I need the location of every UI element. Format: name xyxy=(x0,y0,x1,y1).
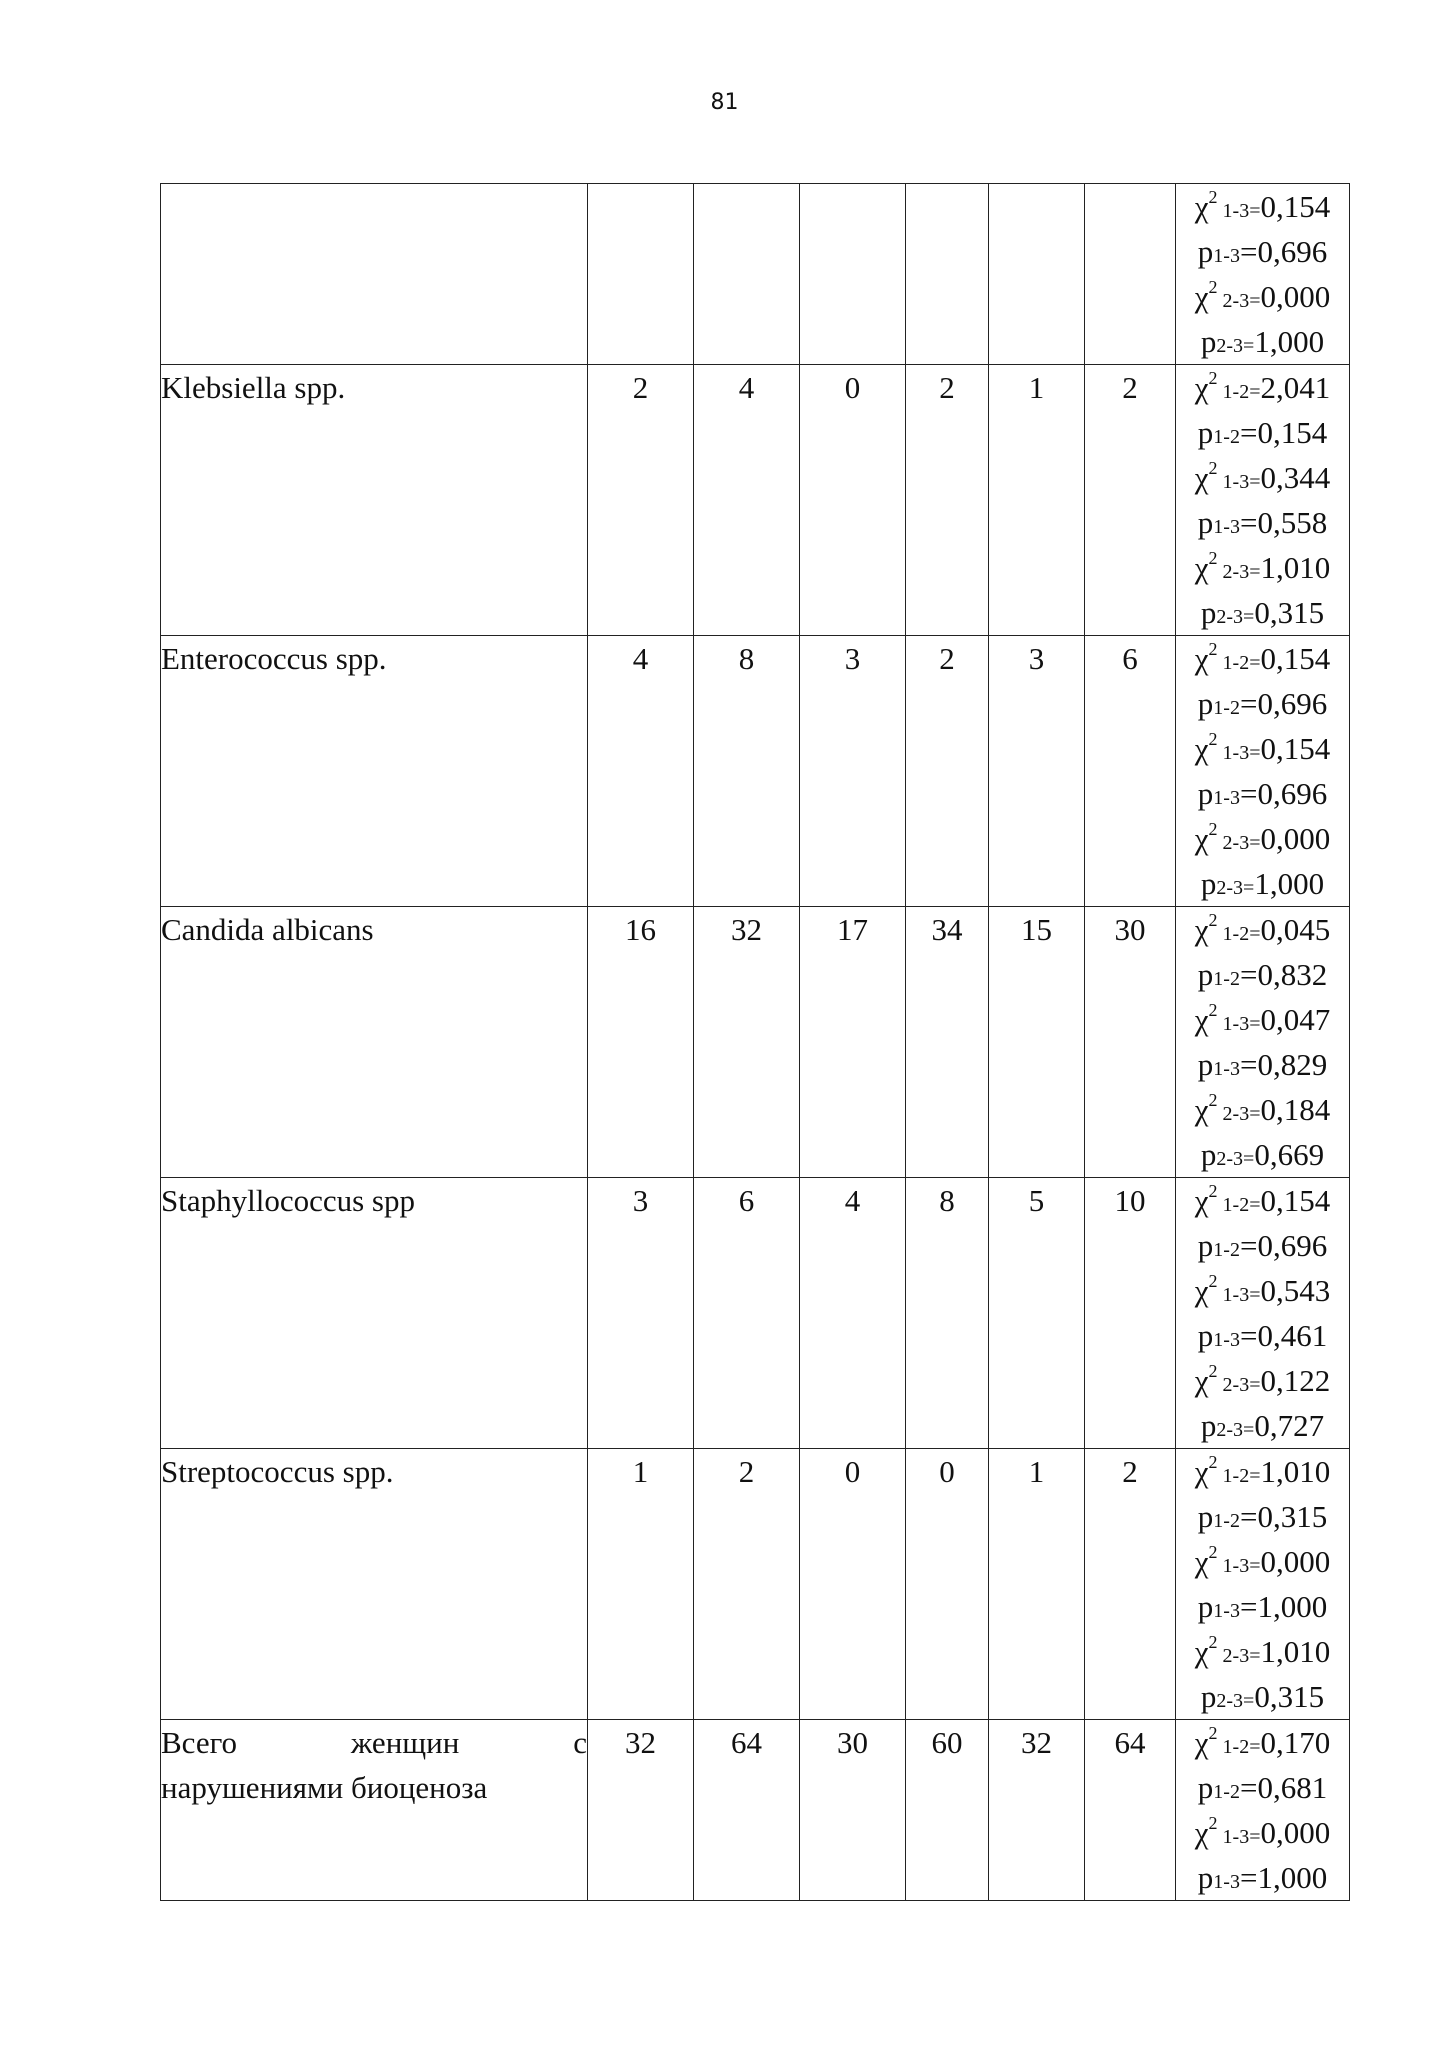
stat-value: 0,000 xyxy=(1260,1544,1331,1579)
stat-subscript: 2-3= xyxy=(1216,335,1255,357)
row-label-cell xyxy=(161,1449,588,1720)
chi-square-line xyxy=(1176,365,1349,410)
stat-subscript: 1-2= xyxy=(1217,1736,1261,1758)
stat-superscript: 2 xyxy=(1208,1632,1218,1652)
stat-superscript: 2 xyxy=(1208,277,1218,297)
p-value-line xyxy=(1176,500,1349,545)
chi-square-line xyxy=(1176,816,1349,861)
value-cell xyxy=(694,184,800,365)
stat-subscript: 2-3= xyxy=(1217,1374,1261,1396)
stat-symbol: χ xyxy=(1194,1002,1209,1037)
stat-superscript: 2 xyxy=(1208,910,1218,930)
stat-symbol: p xyxy=(1197,1047,1214,1082)
stat-symbol: p xyxy=(1197,686,1214,721)
row-label-cell xyxy=(161,365,588,636)
value-cell: 0 xyxy=(800,1449,906,1720)
row-label-cell xyxy=(161,1720,588,1901)
value-cell: 64 xyxy=(1085,1720,1176,1901)
stat-subscript: 1-3 xyxy=(1213,787,1240,809)
stat-value: 1,010 xyxy=(1260,1634,1331,1669)
value-cell: 1 xyxy=(588,1449,694,1720)
stat-superscript: 2 xyxy=(1208,368,1218,388)
stat-symbol: p xyxy=(1197,1860,1214,1895)
row-label-cell xyxy=(161,636,588,907)
stat-value: 0,344 xyxy=(1260,460,1331,495)
table-row xyxy=(161,907,1350,1178)
chi-square-line xyxy=(1176,1810,1349,1855)
stat-value: 0,000 xyxy=(1260,821,1331,856)
stat-symbol: χ xyxy=(1194,279,1209,314)
value-cell: 1 xyxy=(989,1449,1085,1720)
stat-symbol: p xyxy=(1197,776,1214,811)
page-number: 81 xyxy=(710,90,739,115)
stat-value: 1,000 xyxy=(1254,324,1325,359)
stat-subscript: 1-3 xyxy=(1213,1329,1240,1351)
p-value-line xyxy=(1176,590,1349,635)
stat-superscript: 2 xyxy=(1208,548,1218,568)
stat-symbol: χ xyxy=(1194,189,1209,224)
stat-subscript: 2-3= xyxy=(1217,561,1261,583)
row-label: Klebsiella spp. xyxy=(161,370,346,405)
stat-subscript: 1-3= xyxy=(1217,1555,1261,1577)
p-value-line xyxy=(1176,1042,1349,1087)
chi-square-line xyxy=(1176,1629,1349,1674)
value-cell: 32 xyxy=(989,1720,1085,1901)
stat-superscript: 2 xyxy=(1208,1000,1218,1020)
stat-symbol: p xyxy=(1200,1679,1217,1714)
stat-superscript: 2 xyxy=(1208,1271,1218,1291)
stat-superscript: 2 xyxy=(1208,1361,1218,1381)
p-value-line xyxy=(1176,1584,1349,1629)
stat-subscript: 1-2= xyxy=(1217,652,1261,674)
stat-symbol: χ xyxy=(1194,1183,1209,1218)
stat-value: 0,669 xyxy=(1254,1137,1325,1172)
stat-value: =0,461 xyxy=(1239,1318,1328,1353)
stat-subscript: 2-3= xyxy=(1217,832,1261,854)
stat-subscript: 2-3= xyxy=(1216,1148,1255,1170)
stat-symbol: χ xyxy=(1194,1544,1209,1579)
stat-symbol: χ xyxy=(1194,1634,1209,1669)
stat-symbol: χ xyxy=(1194,1092,1209,1127)
value-cell: 6 xyxy=(694,1178,800,1449)
value-cell: 34 xyxy=(906,907,989,1178)
stat-value: =0,696 xyxy=(1239,686,1328,721)
value-cell: 2 xyxy=(1085,1449,1176,1720)
p-value-line xyxy=(1176,1494,1349,1539)
table-row xyxy=(161,365,1350,636)
stat-subscript: 1-3= xyxy=(1217,1826,1261,1848)
value-cell: 2 xyxy=(694,1449,800,1720)
chi-square-line xyxy=(1176,636,1349,681)
row-label: Enterococcus spp. xyxy=(161,641,387,676)
value-cell: 4 xyxy=(588,636,694,907)
stat-value: =1,000 xyxy=(1239,1860,1328,1895)
stat-value: 0,154 xyxy=(1260,641,1331,676)
stat-value: 0,047 xyxy=(1260,1002,1331,1037)
stat-subscript: 1-3 xyxy=(1213,245,1240,267)
stat-symbol: χ xyxy=(1194,1454,1209,1489)
stat-superscript: 2 xyxy=(1208,1813,1218,1833)
stat-superscript: 2 xyxy=(1208,458,1218,478)
stat-subscript: 1-2 xyxy=(1213,1510,1240,1532)
value-cell: 0 xyxy=(906,1449,989,1720)
p-value-line xyxy=(1176,410,1349,455)
row-label: Streptococcus spp. xyxy=(161,1454,394,1489)
stat-symbol: p xyxy=(1197,1589,1214,1624)
table-row xyxy=(161,1449,1350,1720)
stat-superscript: 2 xyxy=(1208,1542,1218,1562)
stat-subscript: 1-3= xyxy=(1217,471,1261,493)
p-value-line xyxy=(1176,1674,1349,1719)
stat-value: 0,000 xyxy=(1260,279,1331,314)
stat-symbol: χ xyxy=(1194,1815,1209,1850)
value-cell xyxy=(989,184,1085,365)
p-value-line xyxy=(1176,861,1349,906)
stat-value: =0,315 xyxy=(1239,1499,1328,1534)
stat-value: =0,154 xyxy=(1239,415,1328,450)
stat-subscript: 1-2 xyxy=(1213,426,1240,448)
table-row xyxy=(161,1178,1350,1449)
value-cell: 2 xyxy=(906,365,989,636)
stat-superscript: 2 xyxy=(1208,1090,1218,1110)
row-label-line: Всего женщин с xyxy=(161,1725,587,1760)
stat-symbol: χ xyxy=(1194,1725,1209,1760)
stat-subscript: 2-3= xyxy=(1216,877,1255,899)
stat-symbol: p xyxy=(1197,234,1214,269)
p-value-line xyxy=(1176,771,1349,816)
stat-subscript: 2-3= xyxy=(1217,290,1261,312)
stat-superscript: 2 xyxy=(1208,1452,1218,1472)
statistics-cell xyxy=(1176,365,1350,636)
stat-subscript: 2-3= xyxy=(1216,1419,1255,1441)
stat-symbol: p xyxy=(1200,595,1217,630)
chi-square-line xyxy=(1176,997,1349,1042)
stat-symbol: p xyxy=(1197,957,1214,992)
stat-superscript: 2 xyxy=(1208,1181,1218,1201)
stat-superscript: 2 xyxy=(1208,639,1218,659)
p-value-line xyxy=(1176,1132,1349,1177)
table-row xyxy=(161,1720,1350,1901)
value-cell: 6 xyxy=(1085,636,1176,907)
chi-square-line xyxy=(1176,184,1349,229)
stat-symbol: χ xyxy=(1194,460,1209,495)
table-row xyxy=(161,184,1350,365)
stat-symbol: χ xyxy=(1194,912,1209,947)
value-cell: 3 xyxy=(989,636,1085,907)
stat-value: 0,727 xyxy=(1254,1408,1325,1443)
stat-value: 1,010 xyxy=(1260,550,1331,585)
statistics-table xyxy=(160,183,1350,1901)
stat-subscript: 1-3= xyxy=(1217,742,1261,764)
stat-value: 0,154 xyxy=(1260,1183,1331,1218)
chi-square-line xyxy=(1176,545,1349,590)
p-value-line xyxy=(1176,952,1349,997)
row-label: Staphyllococcus spp xyxy=(161,1183,415,1218)
chi-square-line xyxy=(1176,1449,1349,1494)
chi-square-line xyxy=(1176,1268,1349,1313)
stat-subscript: 2-3= xyxy=(1216,606,1255,628)
stat-value: =0,829 xyxy=(1239,1047,1328,1082)
stat-superscript: 2 xyxy=(1208,187,1218,207)
value-cell: 1 xyxy=(989,365,1085,636)
row-label: Candida albicans xyxy=(161,912,374,947)
stat-symbol: p xyxy=(1197,1499,1214,1534)
statistics-cell xyxy=(1176,1178,1350,1449)
stat-symbol: p xyxy=(1200,866,1217,901)
chi-square-line xyxy=(1176,1087,1349,1132)
value-cell: 0 xyxy=(800,365,906,636)
value-cell xyxy=(1085,184,1176,365)
stat-subscript: 1-2 xyxy=(1213,1781,1240,1803)
p-value-line xyxy=(1176,1403,1349,1448)
statistics-cell xyxy=(1176,907,1350,1178)
stat-value: 0,154 xyxy=(1260,189,1331,224)
statistics-cell xyxy=(1176,1449,1350,1720)
stat-subscript: 2-3= xyxy=(1217,1645,1261,1667)
stat-symbol: p xyxy=(1197,1318,1214,1353)
stat-value: =0,696 xyxy=(1239,234,1328,269)
value-cell: 32 xyxy=(694,907,800,1178)
value-cell: 4 xyxy=(694,365,800,636)
stat-superscript: 2 xyxy=(1208,1723,1218,1743)
p-value-line xyxy=(1176,319,1349,364)
stat-subscript: 1-2= xyxy=(1217,923,1261,945)
stat-subscript: 1-3= xyxy=(1217,200,1261,222)
p-value-line xyxy=(1176,1313,1349,1358)
stat-symbol: p xyxy=(1197,505,1214,540)
stat-value: =1,000 xyxy=(1239,1589,1328,1624)
value-cell: 30 xyxy=(1085,907,1176,1178)
stat-subscript: 1-3= xyxy=(1217,1013,1261,1035)
statistics-cell xyxy=(1176,636,1350,907)
stat-value: 0,184 xyxy=(1260,1092,1331,1127)
value-cell: 2 xyxy=(1085,365,1176,636)
stat-value: =0,558 xyxy=(1239,505,1328,540)
stat-symbol: p xyxy=(1200,1137,1217,1172)
stat-value: 1,010 xyxy=(1260,1454,1331,1489)
statistics-cell xyxy=(1176,184,1350,365)
stat-symbol: χ xyxy=(1194,550,1209,585)
value-cell: 15 xyxy=(989,907,1085,1178)
stat-symbol: χ xyxy=(1194,1273,1209,1308)
stat-value: 0,045 xyxy=(1260,912,1331,947)
chi-square-line xyxy=(1176,1358,1349,1403)
stat-symbol: χ xyxy=(1194,1363,1209,1398)
stat-value: 2,041 xyxy=(1260,370,1331,405)
value-cell: 8 xyxy=(694,636,800,907)
stat-symbol: p xyxy=(1197,415,1214,450)
value-cell: 17 xyxy=(800,907,906,1178)
chi-square-line xyxy=(1176,1720,1349,1765)
stat-value: 0,170 xyxy=(1260,1725,1331,1760)
stat-subscript: 1-2 xyxy=(1213,1239,1240,1261)
stat-superscript: 2 xyxy=(1208,729,1218,749)
stat-symbol: p xyxy=(1197,1228,1214,1263)
stat-superscript: 2 xyxy=(1208,819,1218,839)
stat-symbol: χ xyxy=(1194,731,1209,766)
stat-subscript: 1-2 xyxy=(1213,968,1240,990)
p-value-line xyxy=(1176,229,1349,274)
stat-value: 0,000 xyxy=(1260,1815,1331,1850)
stat-subscript: 2-3= xyxy=(1217,1103,1261,1125)
row-label-line: нарушениями биоценоза xyxy=(161,1770,488,1805)
value-cell: 2 xyxy=(588,365,694,636)
value-cell: 30 xyxy=(800,1720,906,1901)
stat-value: =0,696 xyxy=(1239,1228,1328,1263)
stat-subscript: 1-3 xyxy=(1213,516,1240,538)
stat-value: 0,315 xyxy=(1254,1679,1325,1714)
stat-subscript: 1-2= xyxy=(1217,1194,1261,1216)
value-cell: 64 xyxy=(694,1720,800,1901)
stat-value: 1,000 xyxy=(1254,866,1325,901)
stat-subscript: 1-2= xyxy=(1217,1465,1261,1487)
table-row xyxy=(161,636,1350,907)
stat-subscript: 1-3 xyxy=(1213,1871,1240,1893)
row-label-cell xyxy=(161,907,588,1178)
value-cell xyxy=(800,184,906,365)
p-value-line xyxy=(1176,681,1349,726)
stat-value: 0,122 xyxy=(1260,1363,1331,1398)
statistics-cell xyxy=(1176,1720,1350,1901)
stat-subscript: 1-3 xyxy=(1213,1600,1240,1622)
stat-value: 0,543 xyxy=(1260,1273,1331,1308)
p-value-line xyxy=(1176,1855,1349,1900)
stat-symbol: p xyxy=(1200,1408,1217,1443)
p-value-line xyxy=(1176,1765,1349,1810)
stat-subscript: 1-2= xyxy=(1217,381,1261,403)
value-cell: 3 xyxy=(588,1178,694,1449)
value-cell: 16 xyxy=(588,907,694,1178)
stat-subscript: 1-2 xyxy=(1213,697,1240,719)
table-body xyxy=(161,184,1350,1901)
stat-symbol: p xyxy=(1200,324,1217,359)
chi-square-line xyxy=(1176,274,1349,319)
value-cell: 3 xyxy=(800,636,906,907)
stat-subscript: 2-3= xyxy=(1216,1690,1255,1712)
value-cell: 5 xyxy=(989,1178,1085,1449)
p-value-line xyxy=(1176,1223,1349,1268)
chi-square-line xyxy=(1176,726,1349,771)
stat-value: =0,681 xyxy=(1239,1770,1328,1805)
chi-square-line xyxy=(1176,455,1349,500)
stat-symbol: χ xyxy=(1194,370,1209,405)
value-cell xyxy=(906,184,989,365)
stat-symbol: χ xyxy=(1194,641,1209,676)
stat-subscript: 1-3= xyxy=(1217,1284,1261,1306)
stat-subscript: 1-3 xyxy=(1213,1058,1240,1080)
chi-square-line xyxy=(1176,1539,1349,1584)
stat-value: =0,696 xyxy=(1239,776,1328,811)
stat-value: =0,832 xyxy=(1239,957,1328,992)
stat-symbol: p xyxy=(1197,1770,1214,1805)
value-cell: 4 xyxy=(800,1178,906,1449)
row-label-cell xyxy=(161,1178,588,1449)
value-cell: 32 xyxy=(588,1720,694,1901)
value-cell: 8 xyxy=(906,1178,989,1449)
value-cell: 10 xyxy=(1085,1178,1176,1449)
chi-square-line xyxy=(1176,907,1349,952)
stat-value: 0,315 xyxy=(1254,595,1325,630)
stat-value: 0,154 xyxy=(1260,731,1331,766)
row-label-cell xyxy=(161,184,588,365)
stat-symbol: χ xyxy=(1194,821,1209,856)
chi-square-line xyxy=(1176,1178,1349,1223)
value-cell: 2 xyxy=(906,636,989,907)
value-cell: 60 xyxy=(906,1720,989,1901)
value-cell xyxy=(588,184,694,365)
